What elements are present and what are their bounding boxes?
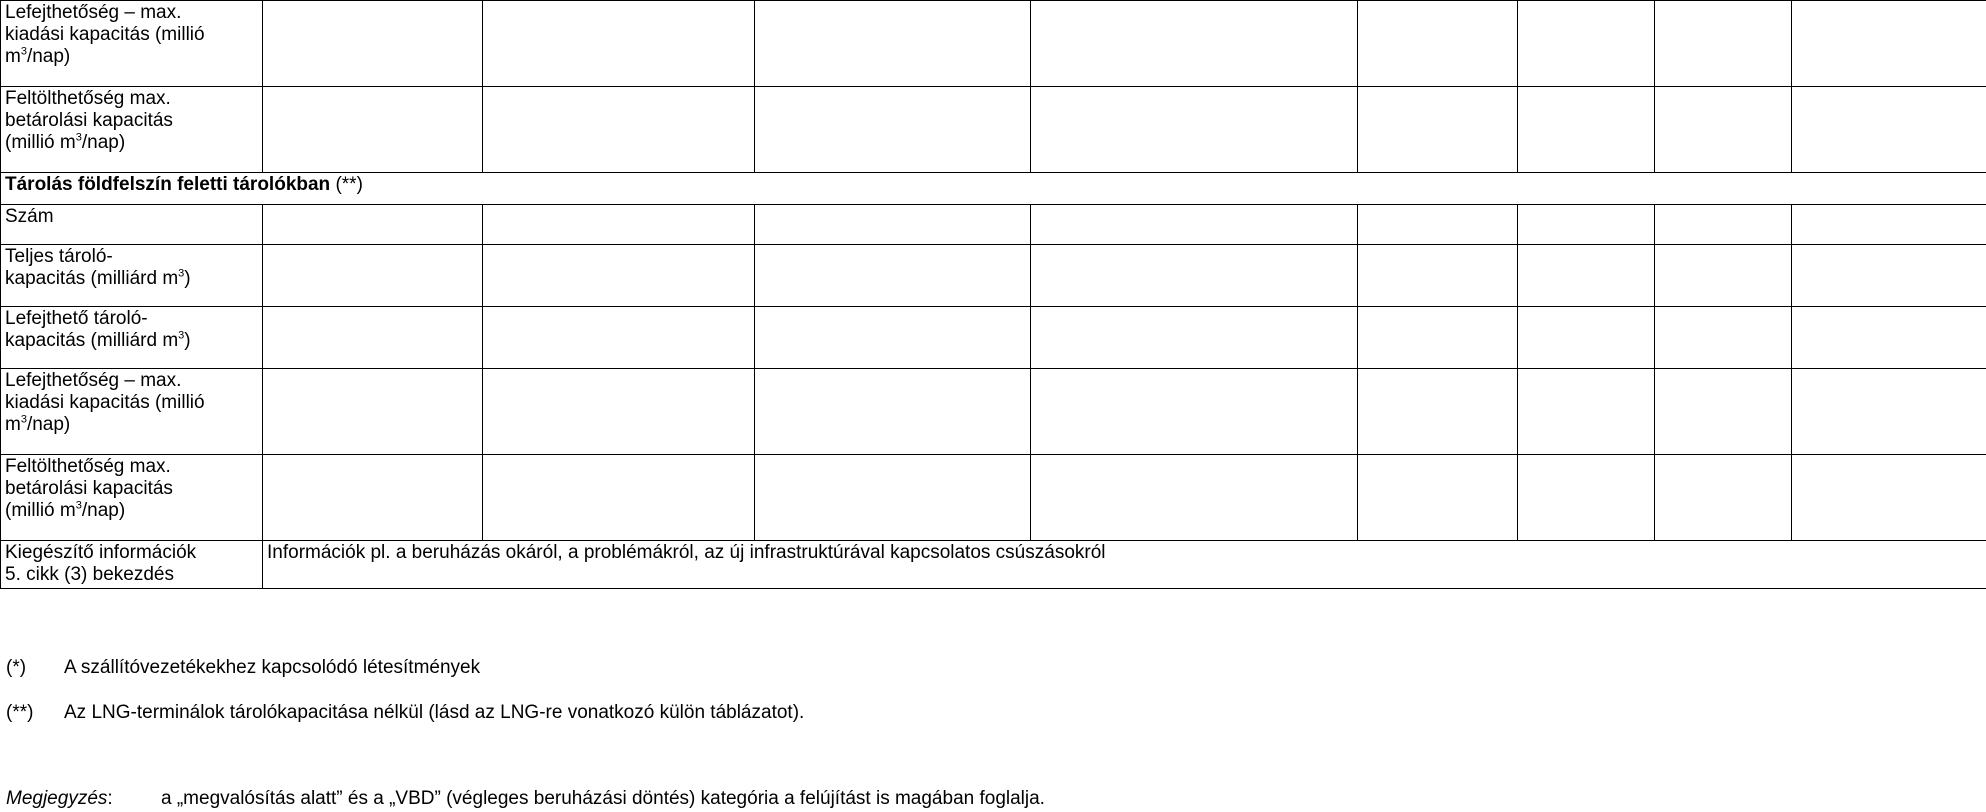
empty-cell	[263, 245, 483, 307]
row-label-line: Teljes tároló-	[5, 246, 113, 267]
row-label-line: kiadási kapacitás (millió	[5, 392, 205, 413]
footnote-mark: (**)	[6, 702, 34, 723]
table-row	[1, 369, 1986, 455]
empty-cell	[1031, 245, 1358, 307]
remark-label: Megjegyzés	[6, 788, 108, 809]
row-label	[1, 369, 263, 455]
empty-cell	[483, 245, 755, 307]
empty-cell	[1358, 87, 1518, 173]
row-label-line: Lefejthetőség – max.	[5, 2, 182, 23]
empty-cell	[1358, 205, 1518, 245]
row-label-line: Feltölthetőség max.	[5, 88, 171, 109]
supplementary-row	[1, 541, 1986, 589]
empty-cell	[1655, 205, 1792, 245]
footnote-mark: (*)	[6, 657, 27, 678]
empty-cell	[1031, 87, 1358, 173]
remark-colon: :	[107, 788, 113, 809]
row-label-line: Lefejthető tároló-	[5, 308, 148, 329]
empty-cell	[1031, 455, 1358, 541]
section-heading-bold: Tárolás földfelszín feletti tárolókban	[5, 174, 331, 195]
row-label	[1, 1, 263, 87]
supplementary-label	[1, 541, 263, 589]
empty-cell	[1792, 1, 1986, 87]
empty-cell	[1358, 245, 1518, 307]
empty-cell	[1358, 455, 1518, 541]
row-label	[1, 245, 263, 307]
empty-cell	[755, 307, 1031, 369]
row-label	[1, 205, 263, 245]
superscript-3: 3	[75, 499, 82, 512]
empty-cell	[1518, 307, 1655, 369]
section-heading-note: (**)	[330, 174, 363, 195]
empty-cell	[263, 87, 483, 173]
empty-cell	[1358, 369, 1518, 455]
row-label-line: kapacitás (milliárd $m^3$)	[5, 267, 191, 289]
row-label-line: (millió $m^3/nap$)	[5, 499, 126, 521]
empty-cell	[1031, 369, 1358, 455]
empty-cell	[1518, 455, 1655, 541]
empty-cell	[1792, 307, 1986, 369]
superscript-3: 3	[75, 131, 82, 144]
empty-cell	[263, 455, 483, 541]
superscript-3: 3	[20, 45, 27, 58]
empty-cell	[483, 369, 755, 455]
supplementary-label-line: Kiegészítő információk	[5, 542, 197, 563]
empty-cell	[1031, 307, 1358, 369]
table-row	[1, 307, 1986, 369]
empty-cell	[1655, 369, 1792, 455]
empty-cell	[1792, 455, 1986, 541]
superscript-3: 3	[20, 413, 27, 426]
empty-cell	[1518, 245, 1655, 307]
row-label-line: $m^3/nap$)	[5, 45, 71, 67]
empty-cell	[1792, 369, 1986, 455]
empty-cell	[483, 1, 755, 87]
empty-cell	[263, 307, 483, 369]
row-label	[1, 455, 263, 541]
empty-cell	[1518, 1, 1655, 87]
row-label	[1, 87, 263, 173]
row-label-line: betárolási kapacitás	[5, 110, 173, 131]
empty-cell	[1031, 1, 1358, 87]
empty-cell	[1655, 307, 1792, 369]
table-row	[1, 205, 1986, 245]
empty-cell	[1655, 245, 1792, 307]
empty-cell	[755, 205, 1031, 245]
footnote-text: Az LNG-terminálok tárolókapacitása nélkül (lásd az LNG-re vonatkozó külön táblázatot).	[64, 702, 805, 723]
empty-cell	[1518, 205, 1655, 245]
section-heading	[1, 173, 1986, 205]
empty-cell	[1792, 205, 1986, 245]
row-label-line: Szám	[5, 206, 54, 227]
remark	[6, 788, 1045, 810]
row-label-line: Lefejthetőség – max.	[5, 370, 182, 391]
footnote-text: A szállítóvezetékekhez kapcsolódó létesítmények	[64, 657, 481, 678]
table-row	[1, 455, 1986, 541]
superscript-3: 3	[178, 329, 185, 342]
empty-cell	[263, 369, 483, 455]
empty-cell	[755, 1, 1031, 87]
empty-cell	[1655, 455, 1792, 541]
empty-cell	[1031, 205, 1358, 245]
table-row	[1, 1, 1986, 87]
empty-cell	[483, 455, 755, 541]
row-label-line: $m^3/nap$)	[5, 413, 71, 435]
empty-cell	[483, 307, 755, 369]
empty-cell	[263, 1, 483, 87]
empty-cell	[1358, 1, 1518, 87]
row-label	[1, 307, 263, 369]
empty-cell	[755, 455, 1031, 541]
empty-cell	[1518, 369, 1655, 455]
empty-cell	[755, 369, 1031, 455]
row-label-line: betárolási kapacitás	[5, 478, 173, 499]
empty-cell	[1655, 87, 1792, 173]
superscript-3: 3	[178, 267, 185, 280]
empty-cell	[1518, 87, 1655, 173]
section-heading-row	[1, 173, 1986, 205]
empty-cell	[1655, 1, 1792, 87]
table-row	[1, 245, 1986, 307]
remark-text: a „megvalósítás alatt” és a „VBD” (végleges beruházási döntés) kategória a felújítást is magában foglalja.	[161, 788, 1045, 809]
empty-cell	[263, 205, 483, 245]
empty-cell	[1792, 87, 1986, 173]
supplementary-text: Információk pl. a beruházás okáról, a problémákról, az új infrastruktúrával kapcsolatos csúszásokról	[263, 541, 1986, 589]
empty-cell	[755, 87, 1031, 173]
empty-cell	[1792, 245, 1986, 307]
empty-cell	[483, 87, 755, 173]
empty-cell	[483, 205, 755, 245]
row-label-line: (millió $m^3/nap$)	[5, 131, 126, 153]
row-label-line: Feltölthetőség max.	[5, 456, 171, 477]
row-label-line: kiadási kapacitás (millió	[5, 24, 205, 45]
empty-cell	[1358, 307, 1518, 369]
empty-cell	[755, 245, 1031, 307]
row-label-line: kapacitás (milliárd $m^3$)	[5, 329, 191, 351]
supplementary-label-line: 5. cikk (3) bekezdés	[5, 564, 174, 585]
table-row	[1, 87, 1986, 173]
